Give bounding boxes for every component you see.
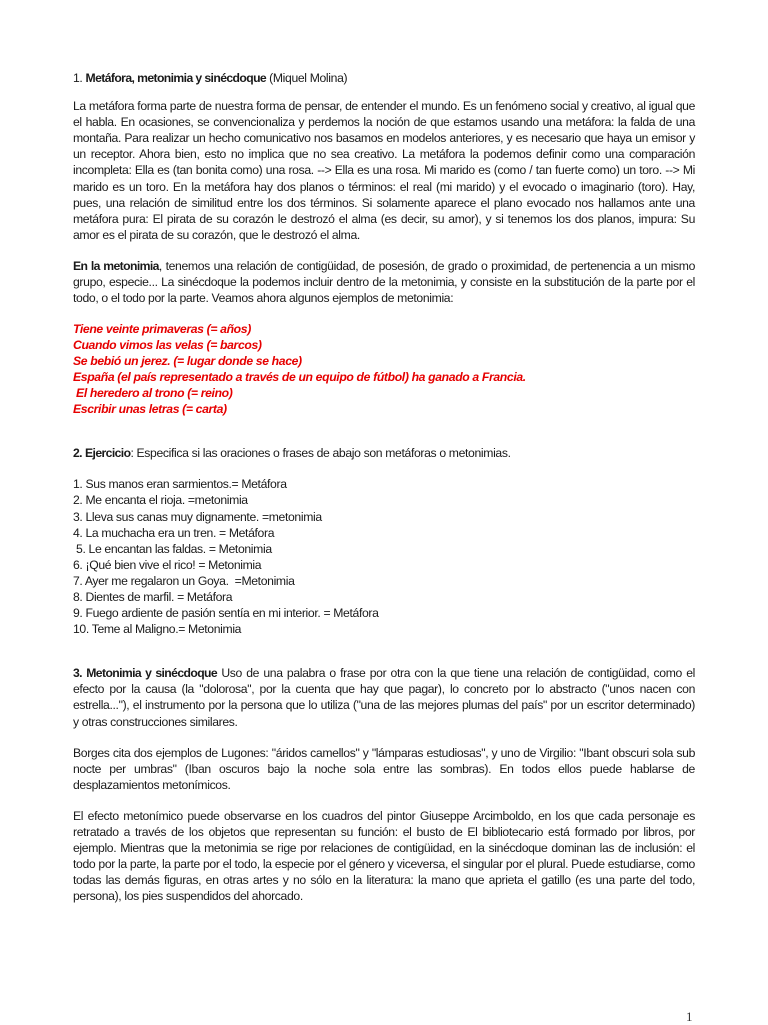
exercise-item: 5. Le encantan las faldas. = Metonimia xyxy=(73,541,272,556)
section3-number: 3. xyxy=(73,666,82,681)
exercise-item: 9. Fuego ardiente de pasión sentía en mi interior. = Metáfora xyxy=(73,606,379,621)
section2-number: 2. xyxy=(73,446,82,461)
page-number: 1 xyxy=(686,1009,693,1024)
metonymy-text: , tenemos una relación de contigüidad, de posesión, de grado o proximidad, de pertenencia a un mismo grupo, especie... La sinécdoque la podemos incluir dentro de la metonimia, y consiste en la substitución de la parte por el todo, o el todo por la parte. Veamos ahora algunos ejemplos de metonimia: xyxy=(73,258,695,306)
exercise-item: 4. La muchacha era un tren. = Metáfora xyxy=(73,525,275,540)
example-line: Tiene veinte primaveras (= años) xyxy=(73,322,251,337)
example-line: El heredero al trono (= reino) xyxy=(73,386,233,401)
exercise-item: 10. Teme al Maligno.= Metonimia xyxy=(73,622,242,637)
section3-paragraph xyxy=(73,665,695,729)
section2-instructions: : Especifica si las oraciones o frases de abajo son metáforas o metonimias. xyxy=(130,446,511,461)
example-line: Se bebió un jerez. (= lugar donde se hace) xyxy=(73,354,302,369)
example-line: Cuando vimos las velas (= barcos) xyxy=(73,338,262,353)
section2-heading xyxy=(73,445,695,461)
document-page xyxy=(73,70,695,904)
metonymy-examples xyxy=(73,321,695,417)
section1-heading xyxy=(73,70,695,86)
metonymy-lead: En la metonimia xyxy=(73,258,159,273)
exercise-item: 1. Sus manos eran sarmientos.= Metáfora xyxy=(73,477,287,492)
exercise-item: 8. Dientes de marfil. = Metáfora xyxy=(73,589,233,604)
example-line: España (el país representado a través de un equipo de fútbol) ha ganado a Francia. xyxy=(73,370,526,385)
arcimboldo-paragraph: El efecto metonímico puede observarse en los cuadros del pintor Giuseppe Arcimboldo, en los que cada personaje es retratado a través de los objetos que representan su función: el busto de El bibliotecario está formado por libros, por ejemplo. Mientras que la metonimia se rige por relaciones de contigüidad, en la sinécdoque dominan las de inclusión: el todo por la parte, la parte por el todo, la especie por el género y viceversa, el singular por el plural. Puede estudiarse, como todas las demás figuras, en otras artes y no sólo en la literatura: la mano que aprieta el gatillo (es una parte del todo, persona), los pies suspendidos del ahorcado. xyxy=(73,808,695,904)
exercise-list xyxy=(73,476,695,637)
metonymy-paragraph xyxy=(73,258,695,306)
exercise-item: 3. Lleva sus canas muy dignamente. =metonimia xyxy=(73,509,322,524)
section1-number: 1. xyxy=(73,71,83,85)
borges-paragraph: Borges cita dos ejemplos de Lugones: "áridos camellos" y "lámparas estudiosas", y uno de Virgilio: "Ibant obscuri sola sub nocte per umbras" (Iban oscuros bajo la noche sola entre las sombras). En todos ellos puede hablarse de desplazamientos metonímicos. xyxy=(73,745,695,792)
exercise-item: 2. Me encanta el rioja. =metonimia xyxy=(73,493,248,508)
section1-title: Metáfora, metonimia y sinécdoque xyxy=(85,71,267,85)
section1-author: (Miquel Molina) xyxy=(269,71,348,85)
metaphor-paragraph: La metáfora forma parte de nuestra forma de pensar, de entender el mundo. Es un fenómeno social y creativo, al igual que el habla. En ocasiones, se convencionaliza y perdemos la noción de que estamos usando una metáfora: la falda de una montaña. Para realizar un hecho comunicativo nos basamos en modelos anteriores, y es necesario que haya un emisor y un receptor. Ahora bien, esto no implica que no sea creativo. La metáfora la podemos definir como una comparación incompleta: Ella es (tan bonita como) una rosa. --> Ella es una rosa. Mi marido es (como / tan fuerte como) un toro. --> Mi marido es un toro. En la metáfora hay dos planos o términos: el real (mi marido) y el evocado o imaginario (toro). Hay, pues, una relación de similitud entre los dos términos. Si solamente aparece el plano evocado nos hallamos ante una metáfora pura: El pirata de su corazón le destrozó el alma (es decir, su amor), y si tenemos los dos planos, impura: Su amor es el pirata de su corazón, que le destrozó el alma. xyxy=(73,99,695,242)
exercise-item: 7. Ayer me regalaron un Goya. =Metonimia xyxy=(73,573,295,588)
example-line: Escribir unas letras (= carta) xyxy=(73,402,227,417)
section3-definition: Uso de una palabra o frase por otra con la que tiene una relación de contigüidad, como el efecto por la causa (la "dolorosa", por la cuenta que hay que pagar), lo concreto por lo abstracto ("unos nacen con estrella..."), el instrumento por la persona que lo utiliza ("una de las mejores plumas del país" por un escritor determinado) y otras construcciones similares. xyxy=(73,666,695,729)
section3-title: Metonimia y sinécdoque xyxy=(86,666,218,681)
section2-title: Ejercicio xyxy=(85,446,131,461)
exercise-item: 6. ¡Qué bien vive el rico! = Metonimia xyxy=(73,557,262,572)
